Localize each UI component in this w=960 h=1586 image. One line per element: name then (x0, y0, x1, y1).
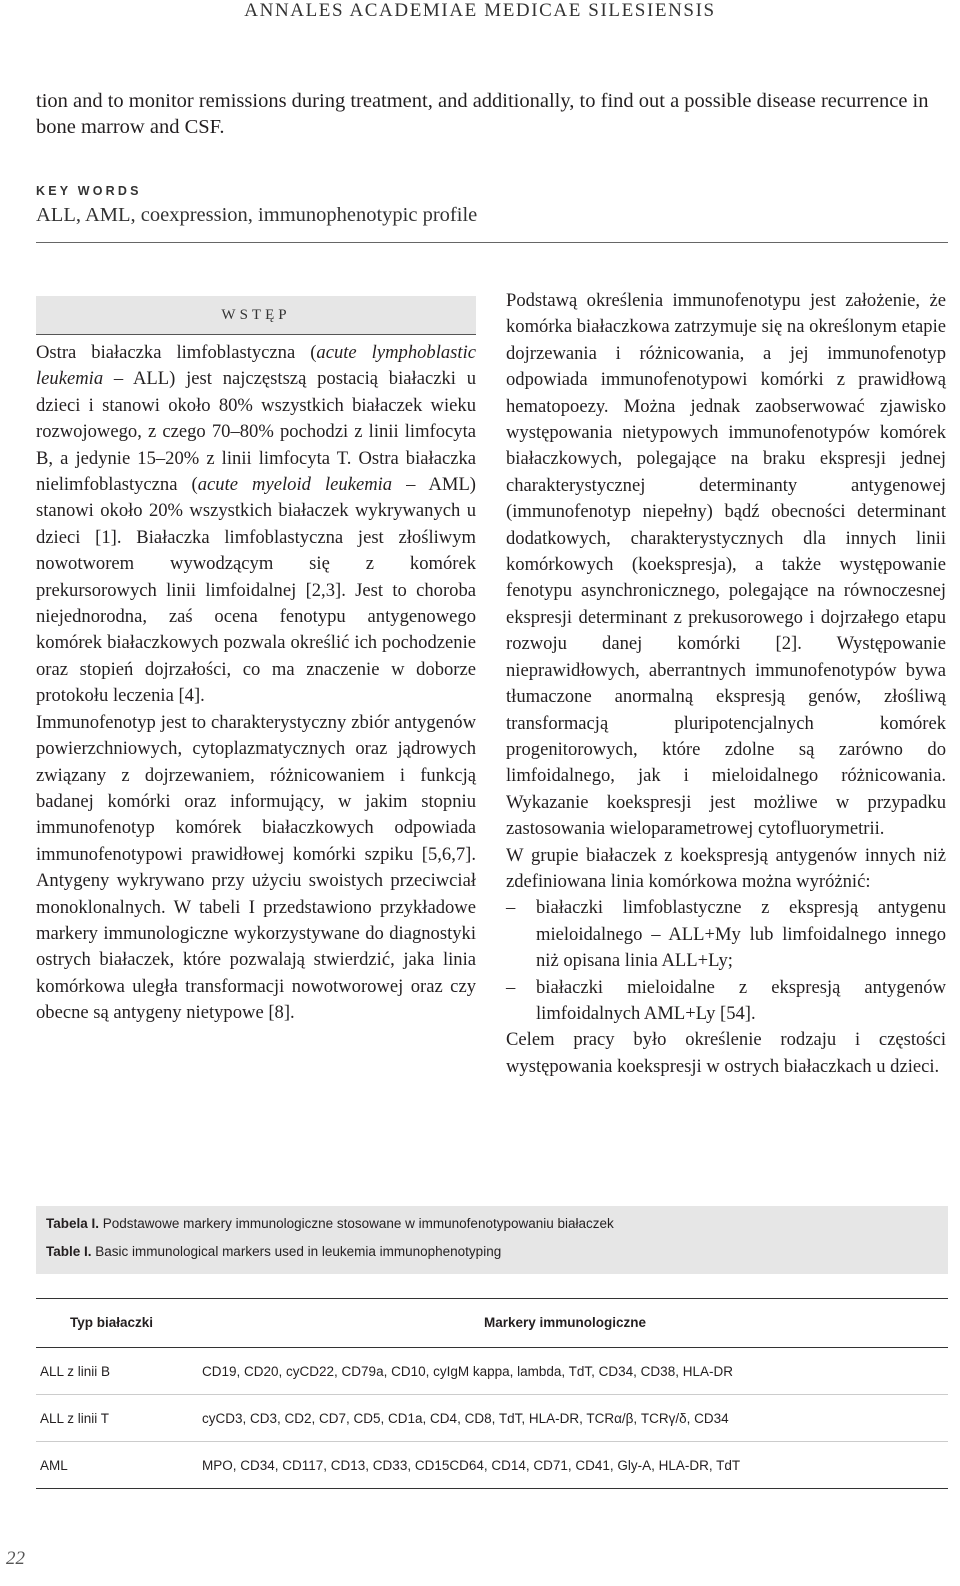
table-row (36, 1348, 948, 1395)
header-markers: Markery immunologiczne (484, 1315, 647, 1330)
leukemia-type-cell: ALL z linii T (40, 1411, 110, 1426)
intro-paragraph: Ostra białaczka limfoblastyczna (acute lymphoblastic leukemia – ALL) jest najczęstszą postacią białaczki u dzieci i stanowi około 80% wszystkich białaczek wieku rozwojowego, z czego 70–80% pochodzi z linii limfocyta B, a jedynie 15–20% z linii limfocyta T. Ostra białaczka nielimfoblastyczna (acute myeloid leukemia – AML) stanowi około 20% wszystkich białaczek wykrywanych u dzieci [1]. Białaczka limfoblastyczna jest złośliwym nowotworem wywodzącym się z komórek prekursorowych linii limfoidalnej [2,3]. Jest to choroba niejednorodna, zaś ocena fenotypu antygenowego komórek białaczkowych pozwala określić ich pochodzenie oraz stopień dojrzałości, co ma znaczenie w doborze protokołu leczenia [4]. (36, 342, 477, 707)
aim-paragraph: Celem pracy było określenie rodzaju i częstości występowania koekspresji w ostrych białaczkach u dzieci. (506, 1029, 946, 1077)
list-item: – białaczki limfoblastyczne z ekspresją antygenu mieloidalnego – ALL+My lub limfoidalnego innego niż opisana linia ALL+Ly; (506, 897, 946, 972)
section-divider (36, 242, 948, 243)
right-column (506, 288, 946, 1080)
journal-header: ANNALES ACADEMIAE MEDICAE SILESIENSIS (244, 0, 716, 21)
markers-cell: cyCD3, CD3, CD2, CD7, CD5, CD1a, CD4, CD8, TdT, HLA-DR, TCRα/β, TCRγ/δ, CD34 (202, 1411, 729, 1426)
basis-paragraph: Podstawą określenia immunofenotypu jest założenie, że komórka białaczkowa zatrzymuje się na określonym etapie dojrzewania i różnicowania, a jej immunofenotyp odpowiada immunofenotypowi komórki z prawidłową hematopoezy. Można jednak zaobserwować zjawisko występowania nietypowych immunofenotypów komórek białaczkowych, polegające na braku ekspresji jednej charakterystycznej determinanty antygenowej (immunofenotyp niepełny) bądź obecności determinant dodatkowych, charakterystycznych dla innych linii komórkowych (koekspresja), a także występowanie fenotypu asynchronicznego, polegające na równoczesnej ekspresji determinant z prekusorowego i dojrzałego etapu rozwoju danej komórki [2]. Występowanie nieprawidłowych, aberrantnych immunofenotypów bywa tłumaczone anormalną ekspresją genów, złośliwą transformacją pluripotencjalnych komórek progenitorowych, które zdolne są zarówno do limfoidalnego, jak i mieloidalnego różnicowania. Wykazanie koekspresji jest możliwe w przypadku zastosowania wieloparametrowej cytofluorymetrii. (506, 290, 946, 840)
keywords-text: ALL, AML, coexpression, immunophenotypic profile (36, 204, 478, 226)
caption-english: Table I. Basic immunological markers used in leukemia immunophenotyping (46, 1244, 502, 1259)
table-row (36, 1395, 948, 1442)
table-header-row (36, 1299, 948, 1348)
page-number: 22 (6, 1548, 25, 1569)
groups-paragraph: W grupie białaczek z koekspresją antygenów innych niż zdefiniowana linia komórkowa można wyróżnić: (506, 844, 946, 892)
markers-table (36, 1298, 948, 1489)
table-row (36, 1442, 948, 1488)
header-leukemia-type: Typ białaczki (70, 1315, 154, 1330)
table-caption (36, 1206, 948, 1274)
dash-bullet: – (506, 976, 516, 998)
immunophenotype-paragraph: Immunofenotyp jest to charakterystyczny zbiór antygenów powierzchniowych, cytoplazmatycznych oraz jądrowych związany z dojrzewaniem, różnicowaniem i funkcją badanej komórki oraz informujący, w jakim stopniu immunofenotyp komórek białaczkowych odpowiada immunofenotypowi prawidłowej komórki szpiku [5,6,7]. Antygeny wykrywano przy użyciu swoistych przeciwciał monoklonalnych. W tabeli I przedstawiono przykładowe markery immunologiczne wykorzystywane do diagnostyki ostrych białaczek, które pozwalają stwierdzić, jaka linia komórkowa uległa transformacji nowotworowej oraz czy obecne są antygeny nietypowe [8]. (36, 711, 476, 1024)
left-column (36, 340, 476, 1027)
section-title: WSTĘP (36, 296, 476, 335)
dash-bullet: – (506, 897, 516, 919)
leukemia-type-cell: ALL z linii B (40, 1364, 111, 1379)
list-item: – białaczki mieloidalne z ekspresją antygenów limfoidalnych AML+Ly [54]. (506, 976, 946, 1024)
abstract-tail: tion and to monitor remissions during treatment, and additionally, to find out a possible disease recurrence in bone marrow and CSF. (36, 90, 929, 138)
keywords-heading: KEY WORDS (36, 184, 142, 198)
caption-polish: Tabela I. Podstawowe markery immunologiczne stosowane w immunofenotypowaniu białaczek (46, 1216, 614, 1231)
coexpression-list (506, 895, 946, 1027)
markers-cell: MPO, CD34, CD117, CD13, CD33, CD15CD64, CD14, CD71, CD41, Gly-A, HLA-DR, TdT (202, 1458, 741, 1473)
leukemia-type-cell: AML (40, 1458, 68, 1473)
markers-cell: CD19, CD20, cyCD22, CD79a, CD10, cyIgM kappa, lambda, TdT, CD34, CD38, HLA-DR (202, 1364, 733, 1379)
